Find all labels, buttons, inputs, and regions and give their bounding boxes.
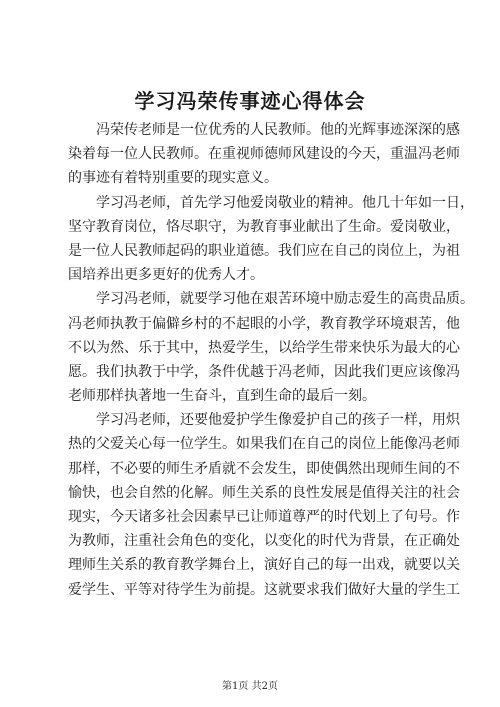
paragraph-line: 理师生关系的教育教学舞台上，演好自己的每一出戏，就要以关	[68, 557, 460, 574]
paragraph-line: 学习冯老师，首先学习他爱岗敬业的精神。他几十年如一日，	[96, 194, 474, 211]
paragraph-line: 学习冯老师，就要学习他在艰苦环境中励志爱生的高贵品质。	[96, 291, 474, 308]
paragraph-line: 爱学生、平等对待学生为前提。这就要求我们做好大量的学生工	[68, 581, 460, 598]
paragraph-line: 为教师，注重社会角色的变化，以变化的时代为背景，在正确处	[68, 533, 460, 550]
paragraph-line: 老师那样执著地一生奋斗，直到生命的最后一刻。	[68, 388, 376, 405]
paragraph-line: 愉快，也会自然的化解。师生关系的良性发展是值得关注的社会	[68, 484, 460, 501]
paragraph-line: 的事迹有着特别重要的现实意义。	[68, 170, 278, 187]
paragraph-line: 热的父爱关心每一位学生。如果我们在自己的岗位上能像冯老师	[68, 436, 460, 453]
document-body	[68, 118, 474, 602]
paragraph-line: 国培养出更多更好的优秀人才。	[68, 267, 264, 284]
document-title: 学习冯荣传事迹心得体会	[134, 89, 366, 113]
paragraph-line: 学习冯老师，还要他爱护学生像爱护自己的孩子一样，用炽	[96, 412, 460, 429]
paragraph-line: 冯老师执教于偏僻乡村的不起眼的小学，教育教学环境艰苦，他	[68, 315, 460, 332]
paragraph-line: 愿。我们执教于中学，条件优越于冯老师，因此我们更应该像冯	[68, 363, 460, 380]
paragraph-line: 那样，不必要的师生矛盾就不会发生，即使偶然出现师生间的不	[68, 460, 460, 477]
page-number: 第1页 共2页	[222, 681, 278, 692]
paragraph-line: 现实，今天诸多社会因素早已让师道尊严的时代划上了句号。作	[68, 509, 460, 525]
paragraph-line: 坚守教育岗位，恪尽职守，为教育事业献出了生命。爱岗敬业，	[68, 218, 460, 235]
paragraph-line: 不以为然、乐于其中，热爱学生，以给学生带来快乐为最大的心	[68, 339, 460, 356]
paragraph-line: 染着每一位人民教师。在重视师德师风建设的今天，重温冯老师	[68, 146, 460, 163]
paragraph-line: 冯荣传老师是一位优秀的人民教师。他的光辉事迹深深的感	[96, 122, 460, 138]
paragraph-line: 是一位人民教师起码的职业道德。我们应在自己的岗位上，为祖	[68, 242, 460, 259]
